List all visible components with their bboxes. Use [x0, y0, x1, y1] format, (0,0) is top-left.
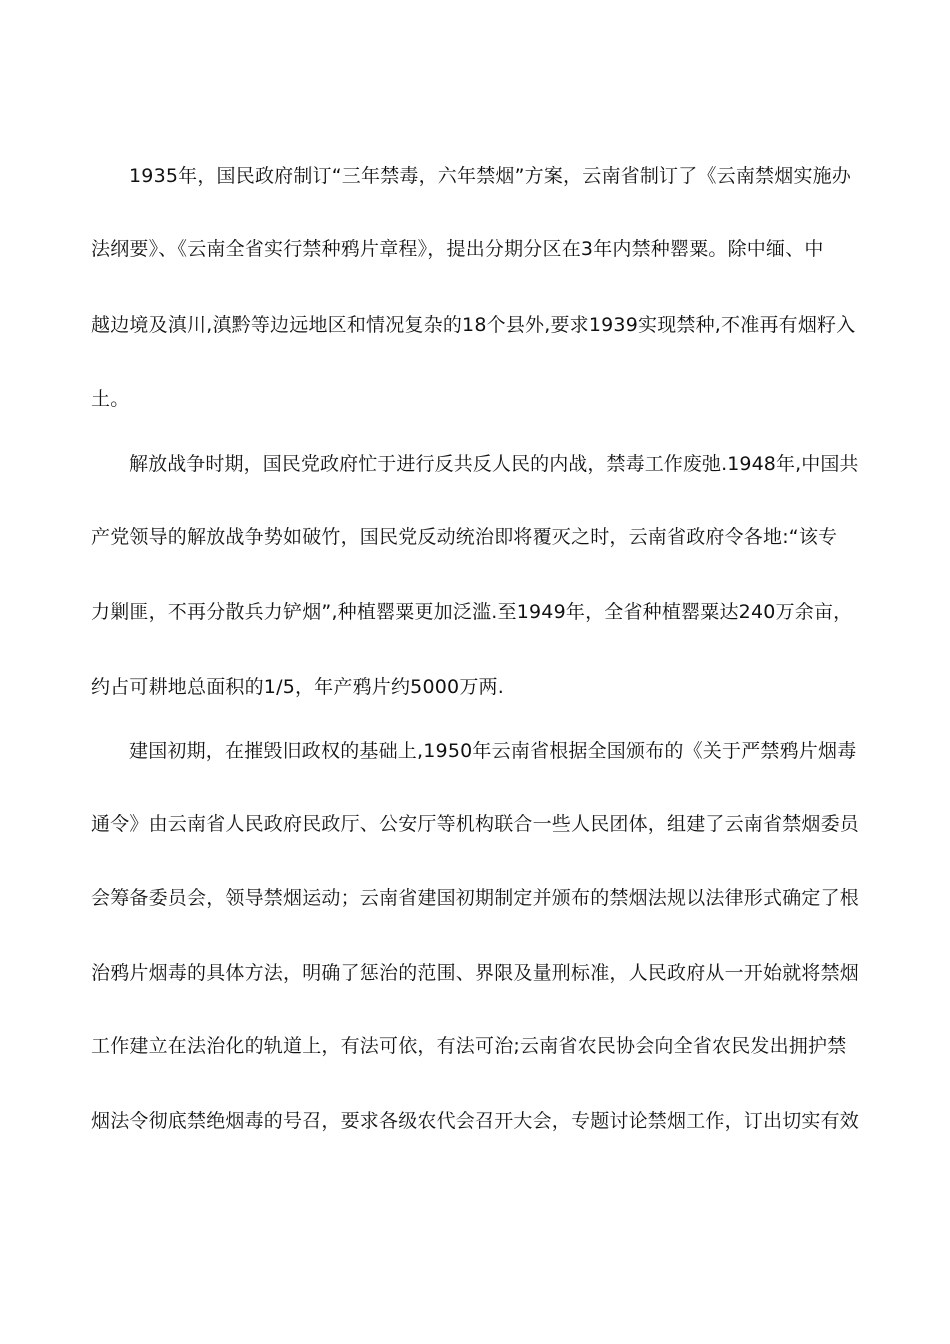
- paragraph-3-line-6: 烟法令彻底禁绝烟毒的号召，要求各级农代会召开大会，专题讨论禁烟工作，订出切实有效: [91, 1110, 860, 1132]
- paragraph-2-line-1: 解放战争时期，国民党政府忙于进行反共反人民的内战，禁毒工作废弛.1948年,中国共: [129, 453, 859, 475]
- paragraph-2-line-4: 约占可耕地总面积的1/5，年产鸦片约5000万两.: [91, 676, 504, 698]
- paragraph-1-line-4: 土。: [91, 388, 130, 410]
- paragraph-2-line-3: 力剿匪，不再分散兵力铲烟”,种植罂粟更加泛滥.至1949年，全省种植罂粟达240万余亩，: [91, 601, 853, 623]
- paragraph-1-line-1: 1935年，国民政府制订“三年禁毒，六年禁烟”方案，云南省制订了《云南禁烟实施办: [129, 165, 852, 187]
- paragraph-3-line-4: 治鸦片烟毒的具体方法，明确了惩治的范围、界限及量刑标准，人民政府从一开始就将禁烟: [91, 962, 860, 984]
- paragraph-3-line-2: 通令》由云南省人民政府民政厅、公安厅等机构联合一些人民团体，组建了云南省禁烟委员: [91, 813, 860, 835]
- paragraph-3-line-3: 会筹备委员会，领导禁烟运动；云南省建国初期制定并颁布的禁烟法规以法律形式确定了根: [91, 887, 860, 909]
- paragraph-1-line-2: 法纲要》、《云南全省实行禁种鸦片章程》，提出分期分区在3年内禁种罂粟。除中缅、中: [91, 238, 824, 260]
- paragraph-3-line-1: 建国初期，在摧毁旧政权的基础上,1950年云南省根据全国颁布的《关于严禁鸦片烟毒: [129, 740, 857, 762]
- paragraph-3-line-5: 工作建立在法治化的轨道上，有法可依，有法可治;云南省农民协会向全省农民发出拥护禁: [91, 1035, 847, 1057]
- paragraph-2-line-2: 产党领导的解放战争势如破竹，国民党反动统治即将覆灭之时，云南省政府令各地:“该专: [91, 526, 838, 548]
- paragraph-1-line-3: 越边境及滇川,滇黔等边远地区和情况复杂的18个县外,要求1939实现禁种,不准再有烟籽入: [91, 314, 856, 336]
